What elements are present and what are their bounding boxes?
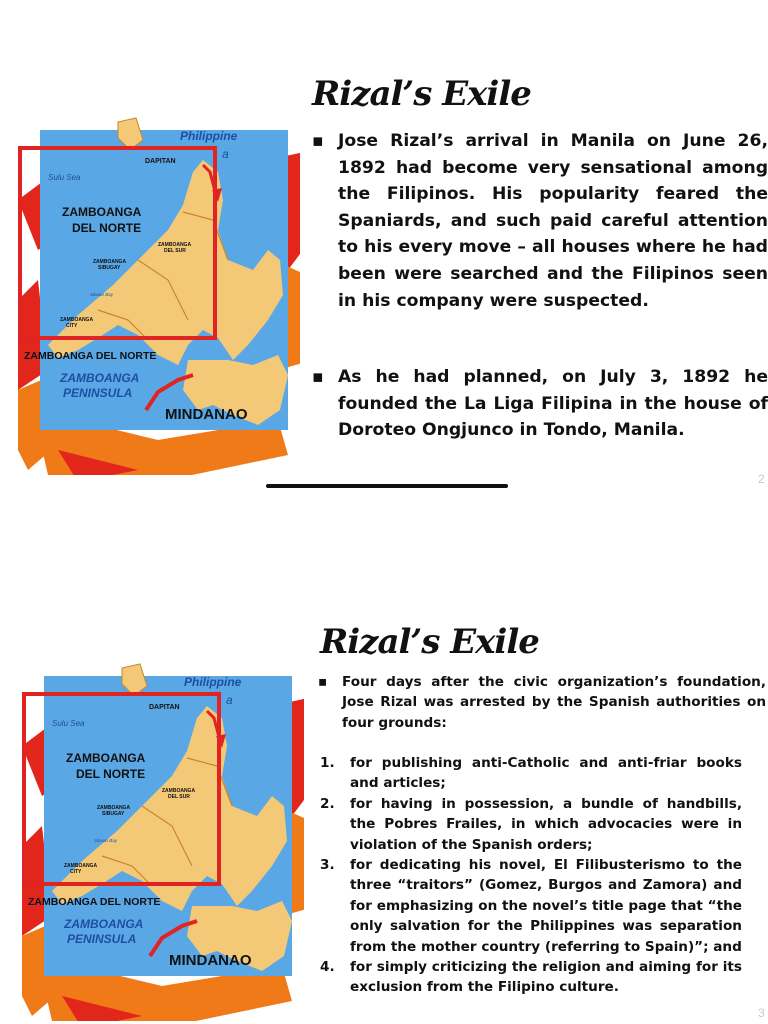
page-number: 3 xyxy=(758,1006,765,1020)
slide-2 xyxy=(0,520,768,1024)
map-label-zn-2: DEL NORTE xyxy=(72,221,142,235)
grounds-list xyxy=(318,753,742,998)
map-label-sulu-sea: Sulu Sea xyxy=(48,173,81,182)
paragraph-la-liga: ▪ As he had planned, on July 3, 1892 he founded the La Liga Filipina in the house of Doroteo Ongjunco in Tondo, Manila. xyxy=(312,364,768,444)
map-label-sibugay-2: SIBUGAY xyxy=(102,811,125,817)
map-label-zds-2: DEL SUR xyxy=(168,794,190,800)
map-label-zds-1: ZAMBOANGA xyxy=(158,242,192,248)
map-label-sibugay-2: SIBUGAY xyxy=(98,265,121,271)
map-label-bay: Sibuan Bay xyxy=(94,838,118,843)
zamboanga-map xyxy=(4,646,304,1021)
map-label-city-1: ZAMBOANGA xyxy=(64,863,98,869)
map-label-sulu-sea: Sulu Sea xyxy=(52,719,85,728)
list-item: 3. for dedicating his novel, El Filibusterismo to the three “traitors” (Gomez, Burgos and Zamora) and for emphasizing on the novel’s title page that “the only salvation for the Philippines was separation from the mother country (referring to Spain)”; and xyxy=(320,857,742,955)
map-label-city-2: CITY xyxy=(66,323,78,329)
bullet-icon: ▪ xyxy=(318,674,328,690)
map-label-dapitan: DAPITAN xyxy=(145,158,176,165)
page-number: 2 xyxy=(758,472,765,486)
map-label-city-2: CITY xyxy=(70,869,82,875)
list-item: 2. for having in possession, a bundle of handbills, the Pobres Frailes, in which advocacies were in violation of the Spanish orders; xyxy=(320,795,742,853)
map-label-philippine: Philippine xyxy=(184,675,242,689)
slide-1 xyxy=(0,0,768,500)
map-label-peninsula-2: PENINSULA xyxy=(63,386,133,400)
map-label-peninsula-2: PENINSULA xyxy=(67,932,137,946)
bullet-icon: ▪ xyxy=(312,131,324,151)
slide-title: Rizal’s Exile xyxy=(320,622,539,662)
map-label-city-1: ZAMBOANGA xyxy=(60,317,94,323)
map-label-zn-1: ZAMBOANGA xyxy=(62,205,142,219)
map-label-dapitan: DAPITAN xyxy=(149,704,180,711)
map-label-mindanao: MINDANAO xyxy=(169,952,252,969)
map-label-sibugay-1: ZAMBOANGA xyxy=(93,259,127,265)
map-label-bay: Sibuan Bay xyxy=(90,292,114,297)
map-label-sea: a xyxy=(222,147,229,161)
zamboanga-map xyxy=(0,100,300,475)
paragraph-arrival: ▪ Jose Rizal’s arrival in Manila on June 26, 1892 had become very sensational among the Filipinos. His popularity feared the Spaniards, and such paid careful attention to his every move – all houses where he had been were searched and the Filipinos seen in his company were suspected. xyxy=(312,128,768,314)
map-label-zds-1: ZAMBOANGA xyxy=(162,788,196,794)
bullet-icon: ▪ xyxy=(312,367,324,387)
list-item: 4. for simply criticizing the religion and aiming for its exclusion from the Filipino culture. xyxy=(320,959,742,996)
list-item: 1. for publishing anti-Catholic and anti-friar books and articles; xyxy=(320,755,742,792)
map-label-sibugay-1: ZAMBOANGA xyxy=(97,805,131,811)
map-label-philippine: Philippine xyxy=(180,129,238,143)
map-label-zds-2: DEL SUR xyxy=(164,248,186,254)
map-label-peninsula-1: ZAMBOANGA xyxy=(64,917,144,931)
slide-title: Rizal’s Exile xyxy=(312,74,531,114)
map-label-bottom-title: ZAMBOANGA DEL NORTE xyxy=(24,350,157,362)
map-label-mindanao: MINDANAO xyxy=(165,406,248,423)
map-label-sea: a xyxy=(226,693,233,707)
map-label-zn-2: DEL NORTE xyxy=(76,767,146,781)
divider-line xyxy=(266,484,508,488)
map-label-zn-1: ZAMBOANGA xyxy=(66,751,146,765)
paragraph-arrest: ▪ Four days after the civic organization’s foundation, Jose Rizal was arrested by the Spanish authorities on four grounds: xyxy=(318,674,766,731)
map-label-bottom-title: ZAMBOANGA DEL NORTE xyxy=(28,896,161,908)
map-label-peninsula-1: ZAMBOANGA xyxy=(60,371,140,385)
